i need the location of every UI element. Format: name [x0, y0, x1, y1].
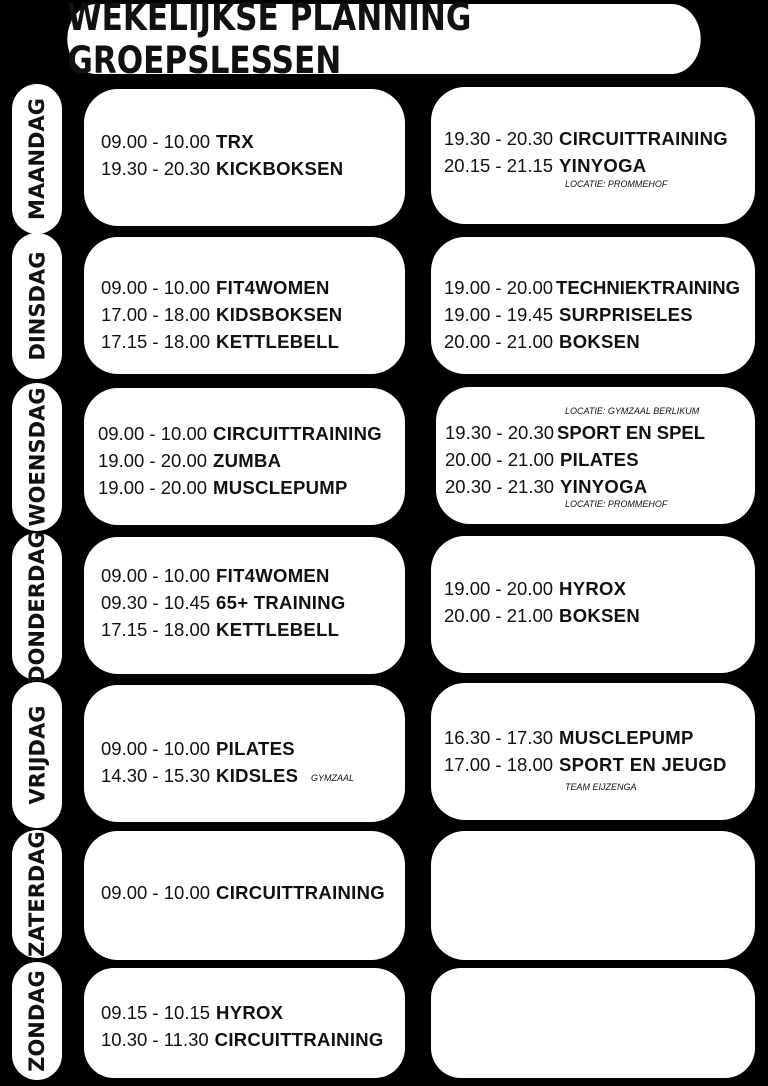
day-label-maandag: MAANDAG	[12, 84, 62, 234]
location-note: TEAM EIJZENGA	[565, 782, 637, 792]
class-entry: 09.15 - 10.15 HYROX	[101, 1002, 284, 1023]
day-label-zondag: ZONDAG	[12, 962, 62, 1080]
class-entry: 14.30 - 15.30 KIDSLES	[101, 765, 299, 786]
schedule-card-woensdag-left	[84, 388, 405, 525]
class-entry: 09.00 - 10.00 CIRCUITTRAINING	[98, 423, 382, 444]
class-entry: 10.30 - 11.30 CIRCUITTRAINING	[101, 1029, 384, 1050]
class-entry: 19.00 - 20.00 ZUMBA	[98, 450, 282, 471]
location-note: GYMZAAL	[311, 773, 355, 783]
schedule-card-donderdag-right	[431, 536, 755, 673]
class-entry: 20.00 - 21.00 PILATES	[445, 449, 639, 470]
day-label-woensdag: WOENSDAG	[12, 383, 62, 531]
schedule-card-zondag-left	[84, 968, 405, 1078]
schedule-card-vrijdag-right	[431, 683, 755, 820]
class-entry: 20.00 - 21.00 BOKSEN	[444, 331, 640, 352]
class-entry: 17.00 - 18.00 SPORT EN JEUGD	[444, 754, 727, 775]
class-entry: 09.00 - 10.00 TRX	[101, 131, 254, 152]
day-label-dinsdag: DINSDAG	[12, 233, 62, 379]
schedule-card-donderdag-left	[84, 537, 405, 674]
class-entry: 19.00 - 20.00 MUSCLEPUMP	[98, 477, 348, 498]
class-entry: 20.00 - 21.00 BOKSEN	[444, 605, 640, 626]
class-entry: 09.00 - 10.00 PILATES	[101, 738, 295, 759]
class-entry: 17.15 - 18.00 KETTLEBELL	[101, 331, 340, 352]
class-entry: 09.00 - 10.00 FIT4WOMEN	[101, 565, 330, 586]
class-entry: 17.15 - 18.00 KETTLEBELL	[101, 619, 340, 640]
schedule-card-maandag-right	[431, 87, 755, 224]
schedule-card-woensdag-right	[436, 387, 755, 524]
schedule-card-maandag-left	[84, 89, 405, 226]
page-title: WEKELIJKSE PLANNING GROEPSLESSEN	[67, 4, 700, 74]
class-entry: 20.15 - 21.15 YINYOGA	[444, 155, 647, 176]
class-entry: 16.30 - 17.30 MUSCLEPUMP	[444, 727, 694, 748]
location-note: LOCATIE: PROMMEHOF	[565, 499, 668, 509]
day-label-donderdag: DONDERDAG	[12, 533, 62, 680]
schedule-card-zaterdag-left	[84, 831, 405, 960]
location-note: LOCATIE: GYMZAAL BERLIKUM	[565, 406, 700, 416]
day-label-zaterdag: ZATERDAG	[12, 830, 62, 958]
class-entry: 17.00 - 18.00 KIDSBOKSEN	[101, 304, 343, 325]
class-entry: 20.30 - 21.30 YINYOGA	[445, 476, 648, 497]
class-entry: 19.00 - 20.00 HYROX	[444, 578, 627, 599]
location-note: LOCATIE: PROMMEHOF	[565, 179, 668, 189]
class-entry: 09.30 - 10.45 65+ TRAINING	[101, 592, 346, 613]
class-entry: 19.30 - 20.30 CIRCUITTRAINING	[444, 128, 728, 149]
class-entry: 09.00 - 10.00 CIRCUITTRAINING	[101, 882, 385, 903]
class-entry: 19.30 - 20.30 SPORT EN SPEL	[445, 422, 706, 443]
class-entry: 19.00 - 19.45 SURPRISELES	[444, 304, 693, 325]
schedule-card-dinsdag-right	[431, 237, 755, 374]
schedule-card-vrijdag-left	[84, 685, 405, 822]
schedule-card-zondag-right	[431, 968, 755, 1078]
class-entry: 19.30 - 20.30 KICKBOKSEN	[101, 158, 344, 179]
class-entry: 19.00 - 20.00 TECHNIEKTRAINING	[444, 277, 741, 298]
schedule-card-zaterdag-right	[431, 831, 755, 960]
day-label-vrijdag: VRIJDAG	[12, 682, 62, 828]
schedule-card-dinsdag-left	[84, 237, 405, 374]
class-entry: 09.00 - 10.00 FIT4WOMEN	[101, 277, 330, 298]
